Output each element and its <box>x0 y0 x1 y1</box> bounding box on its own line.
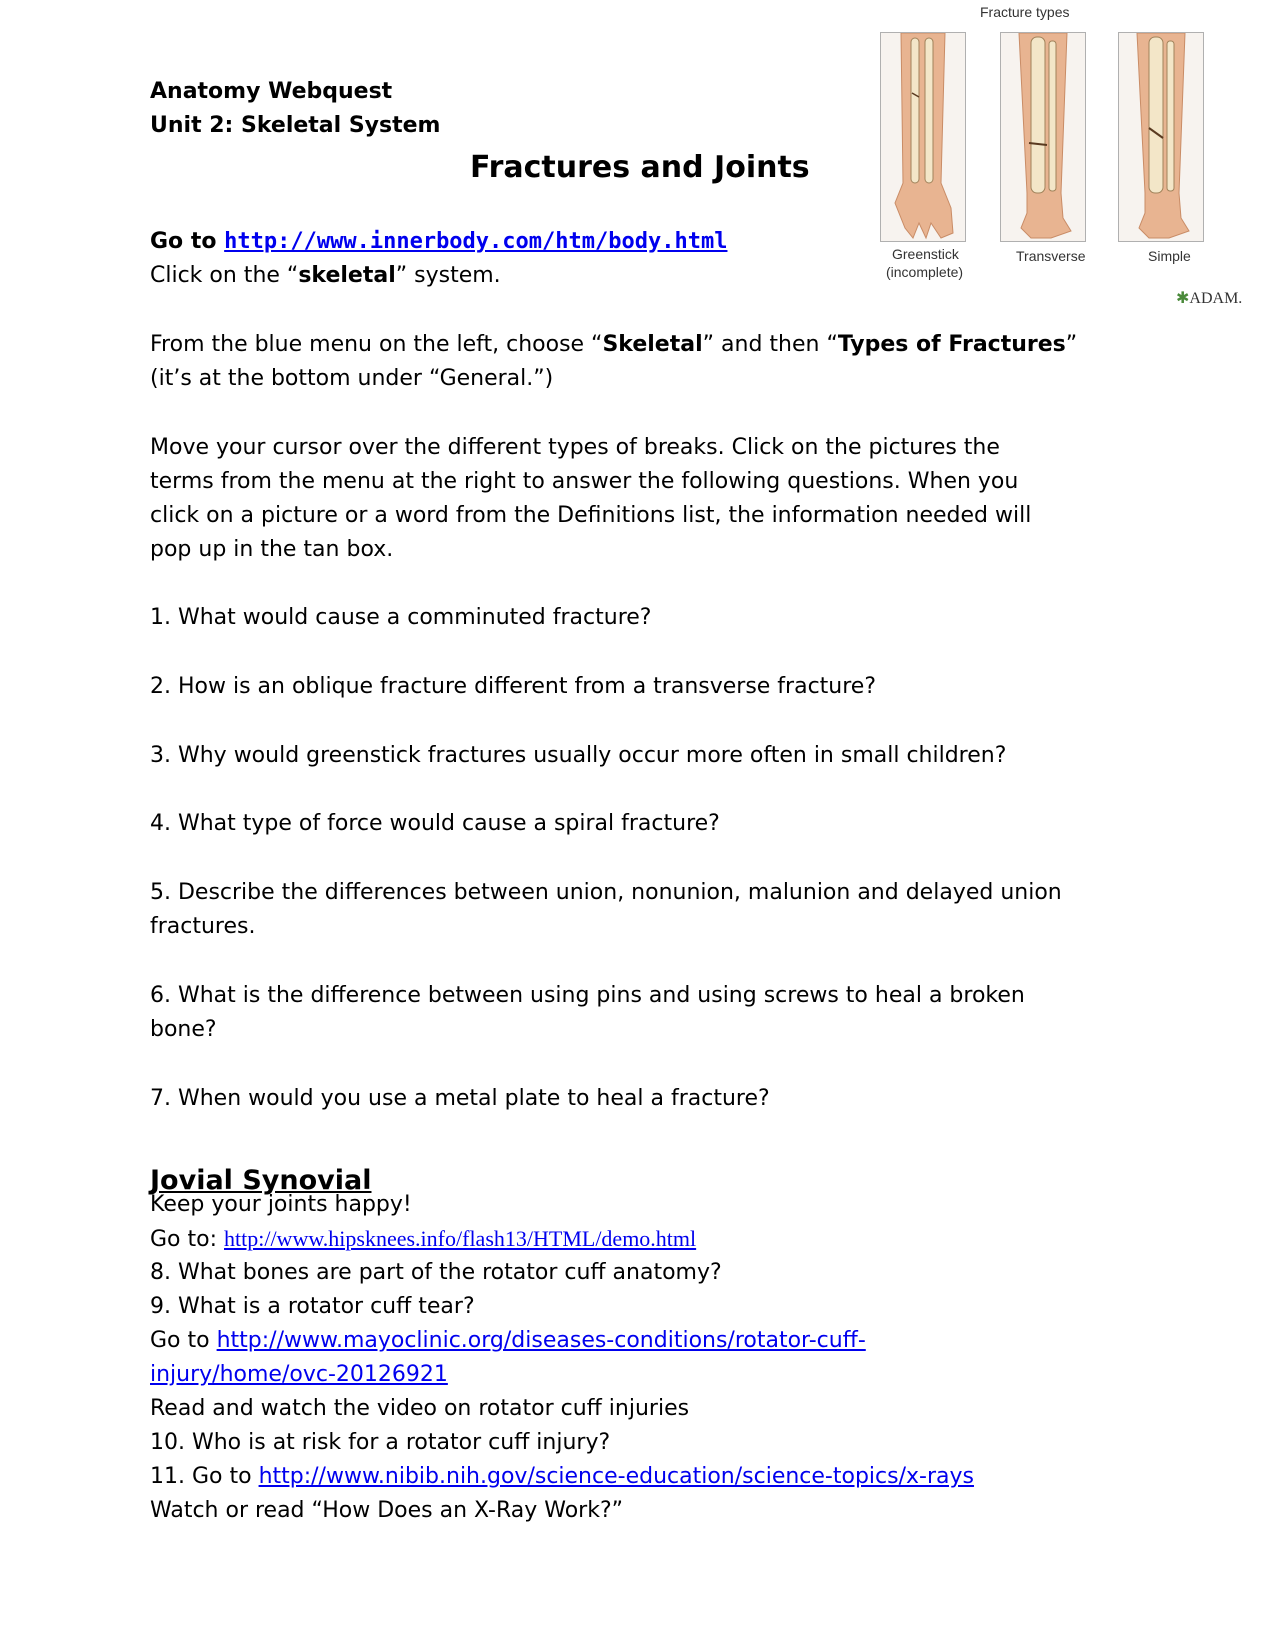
cursor-instruction-line-2: terms from the menu at the right to answer the following questions. When you <box>150 469 1019 494</box>
menu-instruction-line-1: From the blue menu on the left, choose “Skeletal” and then “Types of Fractures” <box>150 332 1078 357</box>
question-1: 1. What would cause a comminuted fracture? <box>150 605 652 630</box>
mayoclinic-link-continued <box>150 1358 448 1391</box>
goto-label: Go to <box>150 229 217 254</box>
section-title-jovial-synovial: Jovial Synovial <box>150 1165 372 1196</box>
question-9: 9. What is a rotator cuff tear? <box>150 1294 475 1319</box>
question-6-line-2: bone? <box>150 1017 217 1042</box>
simple-caption: Simple <box>1148 248 1191 264</box>
mayoclinic-link-line-2[interactable]: injury/home/ovc-20126921 <box>150 1362 448 1387</box>
question-11: 11. Go to http://www.nibib.nih.gov/science-education/science-topics/x-rays <box>150 1464 974 1489</box>
greenstick-panel <box>880 32 966 242</box>
adam-credit: ✱ADAM. <box>1176 290 1243 307</box>
question-4: 4. What type of force would cause a spiral fracture? <box>150 811 720 836</box>
question-5-line-1: 5. Describe the differences between union, nonunion, malunion and delayed union <box>150 880 1062 905</box>
greenstick-caption-sub: (incomplete) <box>886 264 964 280</box>
innerbody-link[interactable]: http://www.innerbody.com/htm/body.html <box>224 229 728 254</box>
xray-instruction: Watch or read “How Does an X-Ray Work?” <box>150 1498 624 1523</box>
cursor-instruction-line-4: pop up in the tan box. <box>150 537 394 562</box>
cursor-instruction-line-3: click on a picture or a word from the Definitions list, the information needed will <box>150 503 1032 528</box>
course-title: Anatomy Webquest <box>150 79 393 104</box>
read-watch-instruction: Read and watch the video on rotator cuff injuries <box>150 1396 690 1421</box>
hipsknees-link[interactable]: http://www.hipsknees.info/flash13/HTML/demo.html <box>224 1226 697 1251</box>
mayoclinic-link[interactable]: http://www.mayoclinic.org/diseases-conditions/rotator-cuff- <box>216 1328 866 1353</box>
question-6-line-1: 6. What is the difference between using pins and using screws to heal a broken <box>150 983 1025 1008</box>
question-7: 7. When would you use a metal plate to heal a fracture? <box>150 1086 770 1111</box>
menu-instruction-line-2: (it’s at the bottom under “General.”) <box>150 366 554 391</box>
greenstick-arm-illustration <box>881 33 965 241</box>
adam-logo-icon: ✱ <box>1176 290 1190 307</box>
simple-panel <box>1118 32 1204 242</box>
page-title: Fractures and Joints <box>470 150 810 185</box>
fracture-types-figure <box>880 0 1270 320</box>
simple-leg-illustration <box>1119 33 1203 241</box>
question-2: 2. How is an oblique fracture different from a transverse fracture? <box>150 674 877 699</box>
cursor-instruction-line-1: Move your cursor over the different types of breaks. Click on the pictures the <box>150 435 1000 460</box>
goto-line-mayoclinic: Go to http://www.mayoclinic.org/diseases-conditions/rotator-cuff- <box>150 1328 866 1353</box>
joints-tagline: Keep your joints happy! <box>150 1192 412 1217</box>
nibib-link[interactable]: http://www.nibib.nih.gov/science-education/science-topics/x-rays <box>258 1464 974 1489</box>
transverse-leg-illustration <box>1001 33 1085 241</box>
unit-title: Unit 2: Skeletal System <box>150 113 441 138</box>
transverse-panel <box>1000 32 1086 242</box>
click-skeletal-line: Click on the “skeletal” system. <box>150 263 501 288</box>
goto-line-hipsknees: Go to: http://www.hipsknees.info/flash13/HTML/demo.html <box>150 1226 697 1252</box>
question-8: 8. What bones are part of the rotator cuff anatomy? <box>150 1260 722 1285</box>
greenstick-caption: Greenstick <box>892 246 959 262</box>
transverse-caption: Transverse <box>1016 248 1086 264</box>
question-5-line-2: fractures. <box>150 914 256 939</box>
question-3: 3. Why would greenstick fractures usually occur more often in small children? <box>150 743 1007 768</box>
goto-line-1 <box>150 225 727 258</box>
question-10: 10. Who is at risk for a rotator cuff injury? <box>150 1430 611 1455</box>
figure-title: Fracture types <box>980 4 1070 20</box>
